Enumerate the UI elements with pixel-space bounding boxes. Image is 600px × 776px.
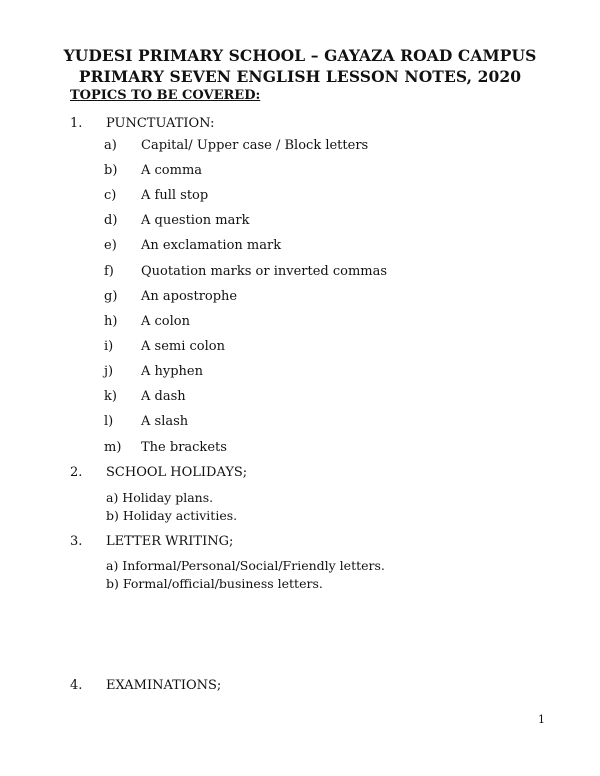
item-text: A dash	[141, 389, 186, 404]
item-text: A comma	[141, 163, 203, 178]
item-letter: j)	[104, 364, 114, 379]
item-text: An apostrophe	[141, 289, 238, 304]
item-letter: g)	[104, 289, 118, 304]
item-letter: l)	[104, 414, 114, 429]
item-letter: a)	[104, 138, 117, 153]
section-number: 2.	[70, 465, 83, 480]
section-number: 1.	[70, 116, 83, 131]
item-text: Capital/ Upper case / Block letters	[141, 138, 369, 153]
lesson-notes-heading: PRIMARY SEVEN ENGLISH LESSON NOTES, 2020	[78, 67, 522, 86]
item-letter: i)	[104, 339, 114, 354]
item-letter: e)	[104, 238, 117, 253]
item-letter: d)	[104, 213, 118, 228]
section-title: EXAMINATIONS;	[106, 678, 222, 693]
item-letter: b)	[104, 163, 118, 178]
item-letter: k)	[104, 389, 117, 404]
item-letter: m)	[104, 440, 122, 455]
section-title: PUNCTUATION:	[106, 116, 215, 131]
page-number: 1	[538, 713, 545, 726]
item-text: The brackets	[141, 440, 227, 455]
list-item: a) Informal/Personal/Social/Friendly letters.	[106, 558, 385, 573]
item-text: Quotation marks or inverted commas	[141, 264, 388, 279]
list-item: a) Holiday plans.	[106, 490, 214, 505]
item-letter: f)	[104, 264, 114, 279]
section-number: 3.	[70, 534, 83, 549]
item-text: A colon	[141, 314, 190, 329]
item-letter: h)	[104, 314, 118, 329]
section-number: 4.	[70, 678, 83, 693]
item-text: A hyphen	[141, 364, 203, 379]
item-letter: c)	[104, 188, 117, 203]
item-text: A semi colon	[141, 339, 225, 354]
section-title: SCHOOL HOLIDAYS;	[106, 465, 248, 480]
topics-heading: TOPICS TO BE COVERED:	[70, 88, 261, 103]
school-name-heading: YUDESI PRIMARY SCHOOL – GAYAZA ROAD CAMPUS	[63, 46, 537, 65]
item-text: A full stop	[141, 188, 209, 203]
item-text: An exclamation mark	[141, 238, 282, 253]
item-text: A question mark	[141, 213, 250, 228]
list-item: b) Formal/official/business letters.	[106, 576, 323, 591]
list-item: b) Holiday activities.	[106, 508, 238, 523]
section-title: LETTER WRITING;	[106, 534, 234, 549]
item-text: A slash	[141, 414, 189, 429]
